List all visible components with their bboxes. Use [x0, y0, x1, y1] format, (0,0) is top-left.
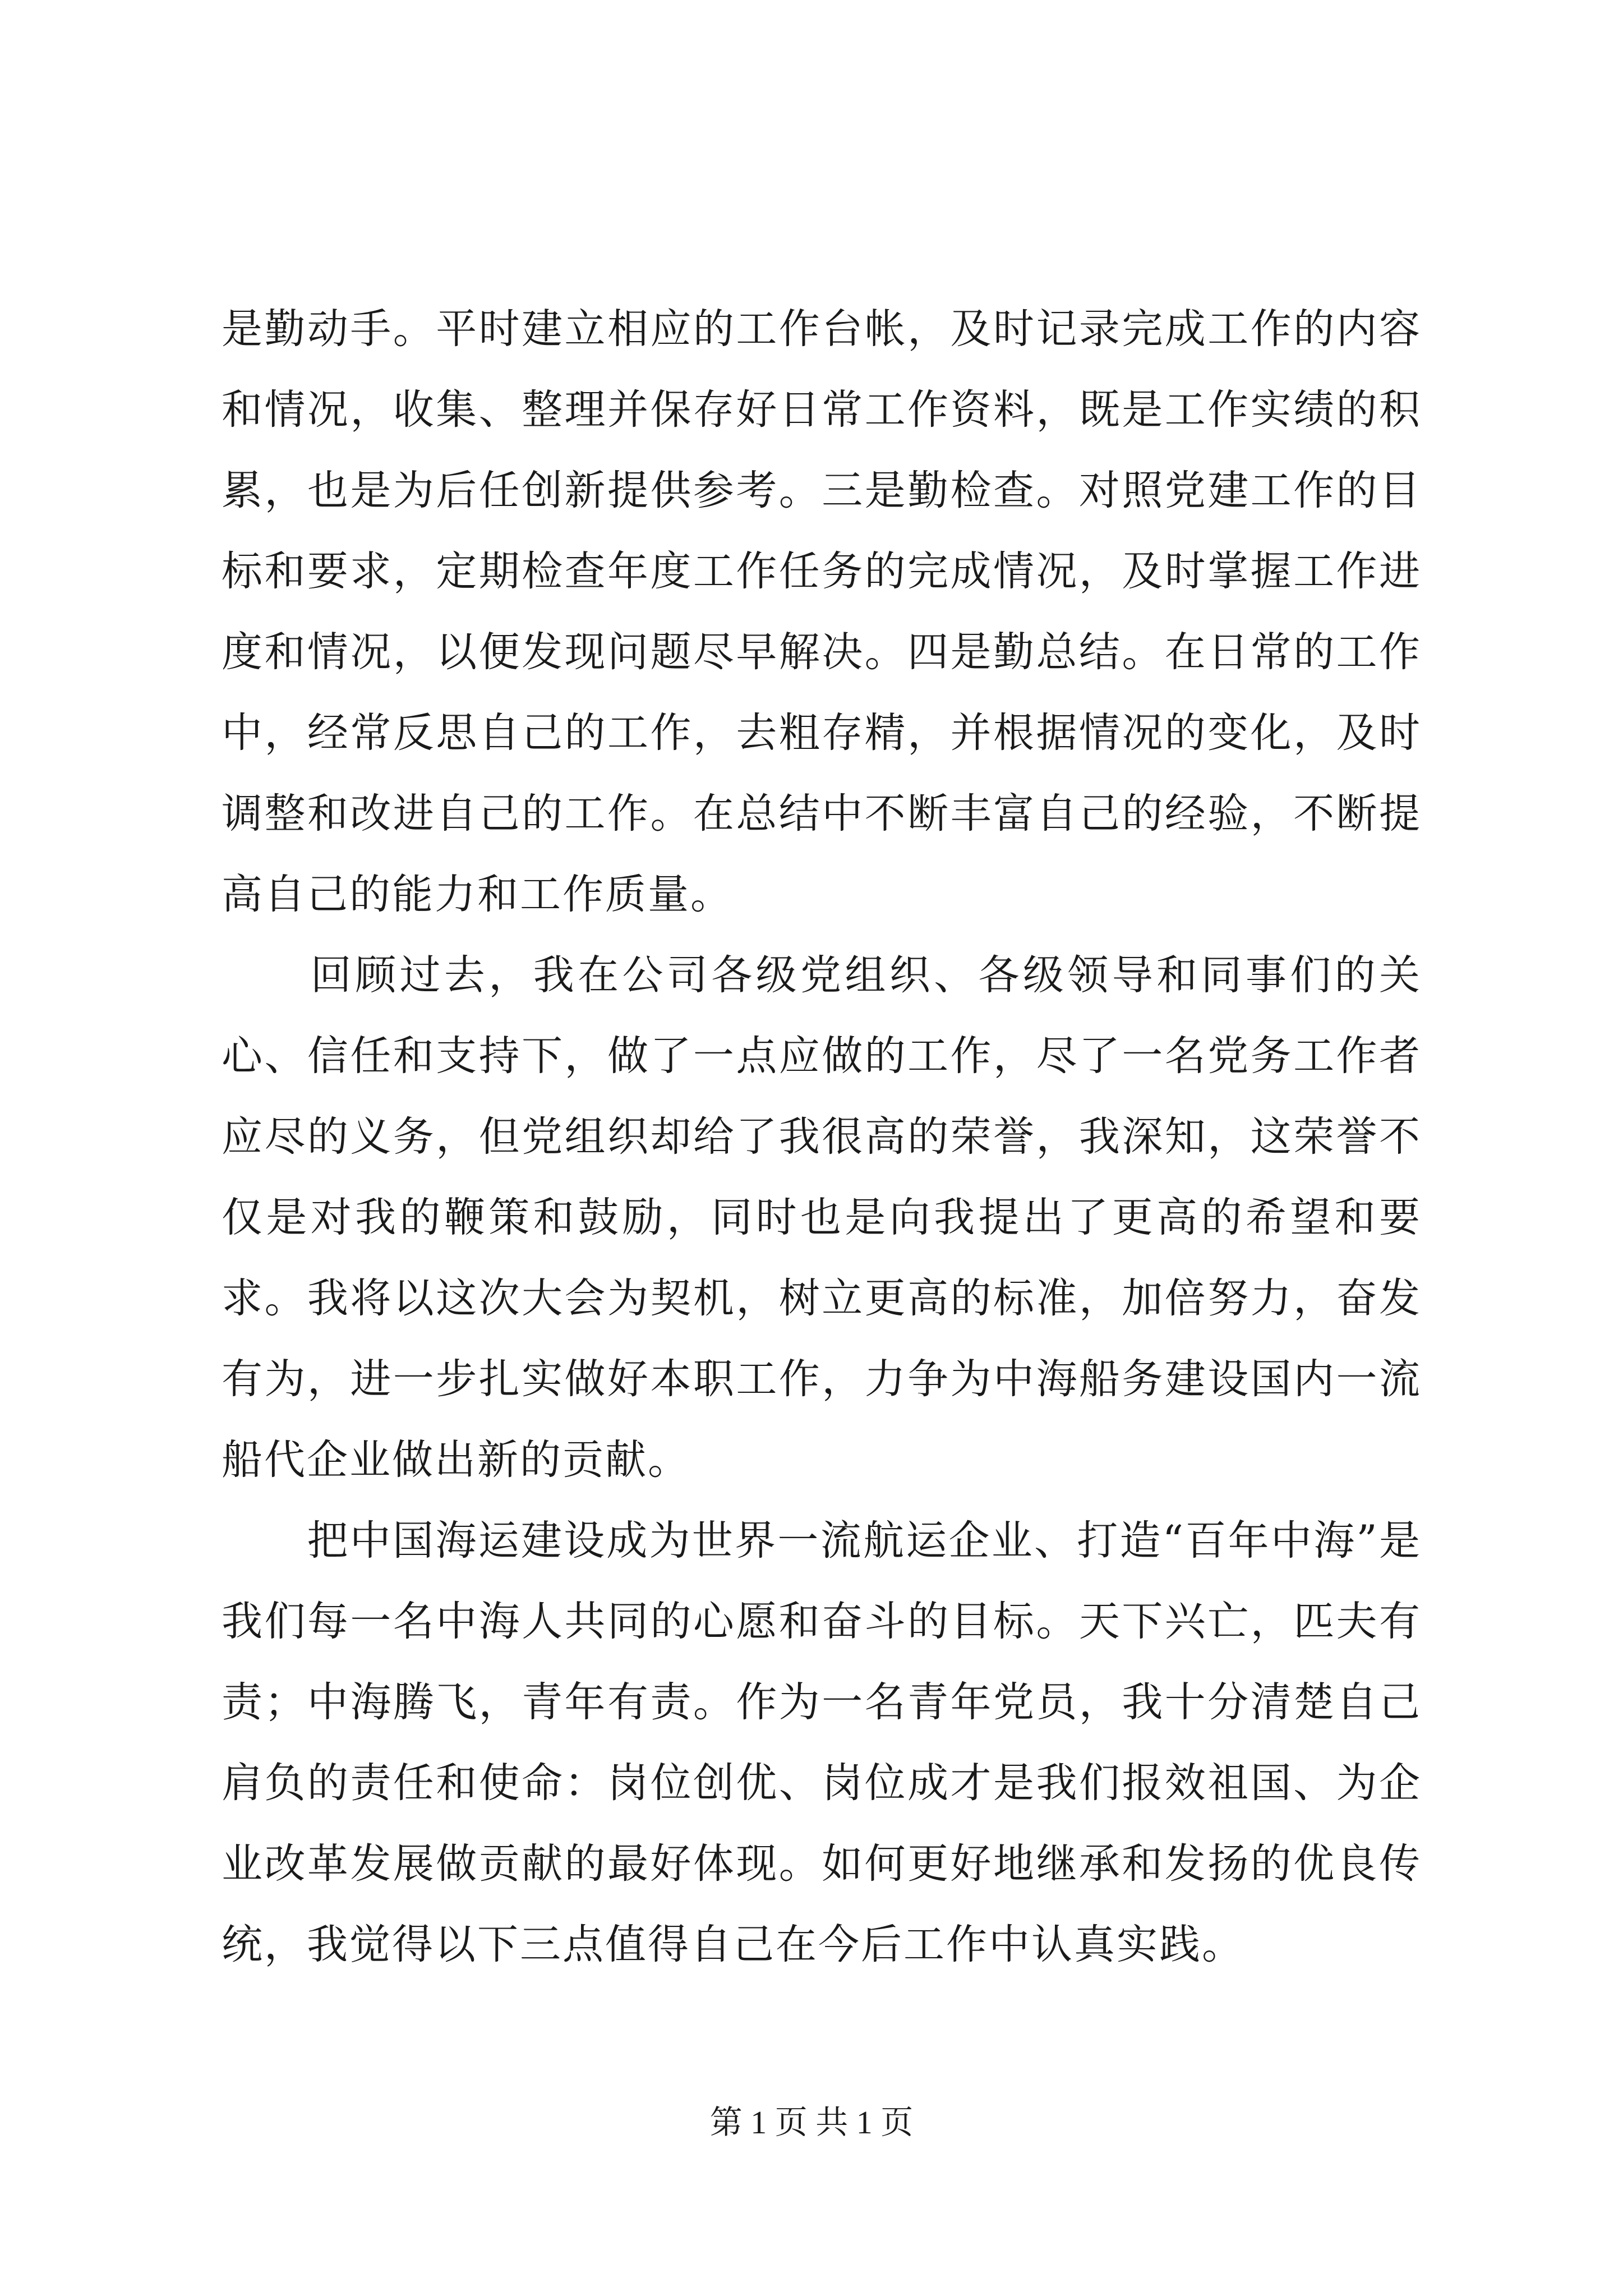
paragraph-2: 回顾过去，我在公司各级党组织、各级领导和同事们的关心、信任和支持下，做了一点应做的工作，尽了一名党务工作者应尽的义务，但党组织却给了我很高的荣誉，我深知，这荣誉不仅是对我的鞭策和鼓励，同时也是向我提出了更高的希望和要求。我将以这次大会为契机，树立更高的标准，加倍努力，奋发有为，进一步扎实做好本职工作，力争为中海船务建设国内一流船代企业做出新的贡献。 — [222, 951, 1422, 1484]
document-body — [222, 289, 1422, 1985]
page-footer: 第 1 页 共 1 页 — [709, 2104, 914, 2141]
paragraph-1: 是勤动手。平时建立相应的工作台帐，及时记录完成工作的内容和情况，收集、整理并保存好日常工作资料，既是工作实绩的积累，也是为后任创新提供参考。三是勤检查。对照党建工作的目标和要求，定期检查年度工作任务的完成情况，及时掌握工作进度和情况，以便发现问题尽早解决。四是勤总结。在日常的工作中，经常反思自己的工作，去粗存精，并根据情况的变化，及时调整和改进自己的工作。在总结中不断丰富自己的经验，不断提高自己的能力和工作质量。 — [222, 305, 1422, 918]
paragraph-3: 把中国海运建设成为世界一流航运企业、打造“百年中海”是我们每一名中海人共同的心愿和奋斗的目标。天下兴亡，匹夫有责；中海腾飞，青年有责。作为一名青年党员，我十分清楚自己肩负的责任和使命：岗位创优、岗位成才是我们报效祖国、为企业改革发展做贡献的最好体现。如何更好地继承和发扬的优良传统，我觉得以下三点值得自己在今后工作中认真实践。 — [222, 1517, 1422, 1968]
